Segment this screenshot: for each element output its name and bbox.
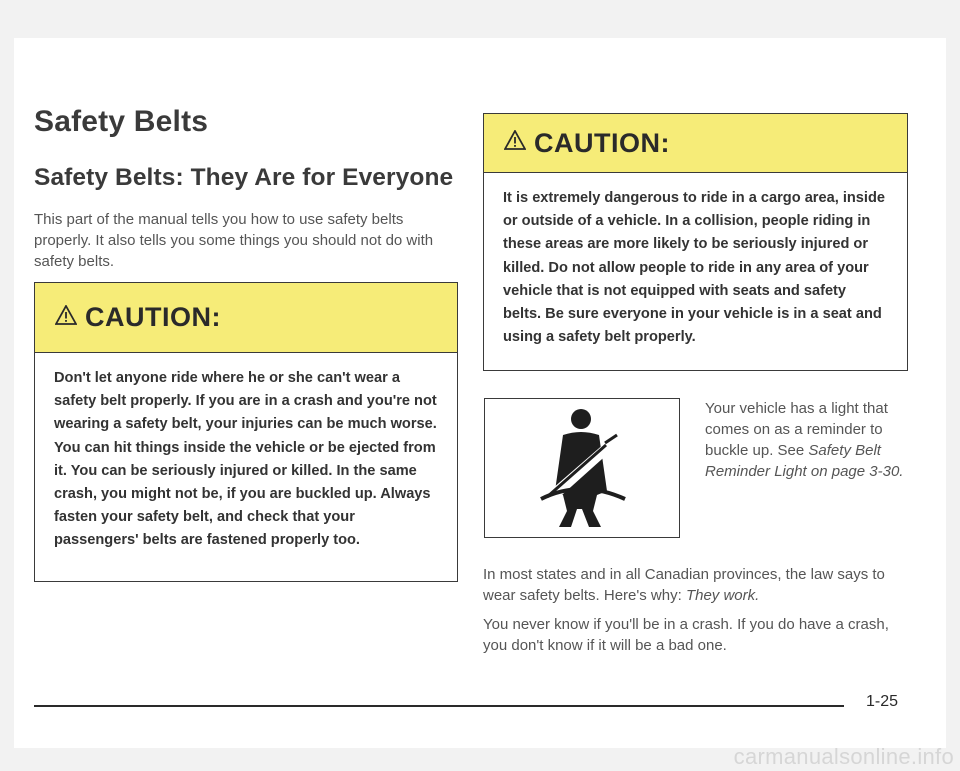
- caution-label: CAUTION:: [534, 127, 670, 158]
- page-number: 1-25: [866, 693, 899, 710]
- seatbelt-reminder-figure: [484, 398, 680, 538]
- warning-triangle-icon: [55, 305, 77, 331]
- reminder-text: [705, 398, 915, 482]
- section-subtitle: Safety Belts: They Are for Everyone: [34, 164, 454, 191]
- intro-paragraph: This part of the manual tells you how to use safety belts properly. It also tells you some things you should not do with safety belts.: [34, 211, 434, 270]
- seatbelt-icon: [485, 399, 679, 537]
- caution-text: Don't let anyone ride where he or she can't wear a safety belt properly. If you are in a crash and you're not wearing a safety belt, your injuries can be much worse. You can hit things inside the vehicle or be ejected from it. You can be seriously injured or killed. In the same crash, you might not be, if you are buckled up. Always fasten your safety belt, and check that your passengers' belts are fastened properly too.: [54, 370, 437, 549]
- law-emphasis: They work.: [685, 587, 760, 604]
- caution-box-left: [34, 282, 458, 582]
- site-watermark: carmanualsonline.info: [733, 744, 954, 769]
- reminder-sentence: Your vehicle has a light that comes on as a reminder to buckle up. See: [705, 400, 888, 459]
- caution-box-right: [483, 113, 908, 371]
- law-sentence: In most states and in all Canadian provinces, the law says to wear safety belts. Here's why:: [483, 566, 885, 604]
- section-title: Safety Belts: [34, 105, 209, 138]
- crash-paragraph: You never know if you'll be in a crash. If you do have a crash, you don't know if it will be a bad one.: [483, 616, 889, 654]
- caution-header: [484, 114, 907, 173]
- footer-rule: [34, 705, 844, 707]
- warning-triangle-icon: [504, 130, 526, 156]
- law-paragraph: [483, 564, 913, 606]
- reminder-reference-link[interactable]: Safety Belt Reminder Light on page 3-30.: [705, 442, 904, 480]
- caution-label: CAUTION:: [85, 302, 221, 332]
- caution-header: [35, 283, 457, 353]
- caution-text: It is extremely dangerous to ride in a cargo area, inside or outside of a vehicle. In a collision, people riding in these areas are more likely to be seriously injured or killed. Do not allow people to ride in any area of your vehicle that is not equipped with seats and safety belts. Be sure everyone in your vehicle is in a seat and using a safety belt properly.: [503, 190, 886, 346]
